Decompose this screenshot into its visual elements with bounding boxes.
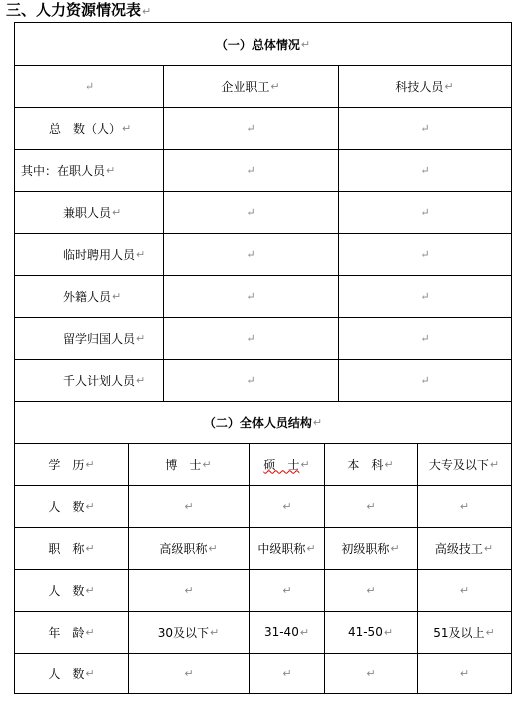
paragraph-mark: ↵ [282, 583, 292, 597]
paragraph-mark: ↵ [142, 5, 152, 18]
structure-cell [417, 611, 511, 653]
paragraph-mark: ↵ [383, 625, 394, 639]
structure-cell [417, 653, 511, 693]
structure-row-label [15, 569, 128, 611]
cell-text: 31-40 [263, 625, 299, 639]
cell-text: 其中：在职人员 [21, 163, 106, 178]
cell-text: 博 士 [165, 457, 202, 472]
paragraph-mark: ↵ [420, 205, 430, 219]
structure-cell [249, 653, 324, 693]
cell-text: 科技人员 [395, 79, 444, 94]
paragraph-mark: ↵ [184, 583, 194, 597]
cell-text: 企业职工 [221, 79, 270, 94]
cell-text: 人 数 [48, 499, 85, 514]
paragraph-mark: ↵ [85, 457, 95, 471]
value-cell [163, 149, 338, 191]
row-label [15, 233, 163, 275]
value-cell [163, 275, 338, 317]
structure-cell [324, 611, 417, 653]
section-heading [6, 0, 151, 20]
paragraph-mark: ↵ [300, 457, 310, 471]
paragraph-mark: ↵ [420, 289, 430, 303]
paragraph-mark: ↵ [459, 666, 470, 680]
structure-cell [417, 527, 511, 569]
structure-row-label [15, 611, 128, 653]
value-cell [338, 149, 511, 191]
paragraph-mark: ↵ [136, 331, 146, 345]
structure-cell [128, 485, 249, 527]
section-title-structure [15, 401, 511, 443]
header-empty-cell [15, 65, 163, 107]
paragraph-mark: ↵ [85, 583, 95, 597]
row-label [15, 359, 163, 401]
structure-cell [128, 653, 249, 693]
paragraph-mark: ↵ [246, 205, 256, 219]
paragraph-mark: ↵ [444, 79, 454, 93]
structure-cell [324, 653, 417, 693]
cell-text: 高级技工 [434, 541, 483, 556]
structure-cell [324, 569, 417, 611]
cell-text: 51及以上 [433, 625, 485, 640]
row-label [15, 191, 163, 233]
paragraph-mark: ↵ [282, 666, 292, 680]
value-cell [163, 191, 338, 233]
structure-cell [128, 569, 249, 611]
structure-cell [324, 443, 417, 485]
paragraph-mark: ↵ [112, 205, 122, 219]
paragraph-mark: ↵ [483, 541, 494, 555]
structure-row-label [15, 653, 128, 693]
paragraph-mark: ↵ [366, 666, 376, 680]
paragraph-mark: ↵ [246, 331, 256, 345]
paragraph-mark: ↵ [420, 121, 430, 135]
paragraph-mark: ↵ [136, 247, 146, 261]
structure-row-label [15, 485, 128, 527]
cell-text: 人 数 [48, 583, 85, 598]
structure-cell [417, 443, 511, 485]
cell-text: 硕 士 [263, 457, 300, 472]
cell-text: 千人计划人员 [63, 373, 136, 388]
paragraph-mark: ↵ [202, 457, 212, 471]
paragraph-mark: ↵ [112, 289, 122, 303]
paragraph-mark: ↵ [136, 373, 146, 387]
structure-cell [417, 485, 511, 527]
cell-text: 总 数（人） [49, 121, 122, 136]
value-cell [338, 317, 511, 359]
paragraph-mark: ↵ [366, 499, 376, 513]
value-cell [338, 359, 511, 401]
paragraph-mark: ↵ [246, 373, 256, 387]
paragraph-mark: ↵ [300, 37, 311, 51]
structure-cell [417, 569, 511, 611]
structure-cell [249, 569, 324, 611]
structure-cell [324, 485, 417, 527]
value-cell [163, 233, 338, 275]
cell-text: 41-50 [347, 625, 383, 639]
paragraph-mark: ↵ [210, 625, 220, 639]
paragraph-mark: ↵ [420, 163, 430, 177]
paragraph-mark: ↵ [246, 289, 256, 303]
paragraph-mark: ↵ [366, 583, 376, 597]
cell-text: 留学归国人员 [63, 331, 136, 346]
row-label [15, 149, 163, 191]
paragraph-mark: ↵ [459, 583, 470, 597]
paragraph-mark: ↵ [122, 121, 132, 135]
cell-text: 兼职人员 [63, 205, 112, 220]
value-cell [338, 191, 511, 233]
value-cell [163, 107, 338, 149]
structure-cell [249, 443, 324, 485]
cell-text: （二）全体人员结构 [203, 415, 312, 430]
paragraph-mark: ↵ [489, 457, 500, 471]
paragraph-mark: ↵ [246, 247, 256, 261]
paragraph-mark: ↵ [85, 499, 95, 513]
paragraph-mark: ↵ [485, 625, 495, 639]
structure-cell [324, 527, 417, 569]
paragraph-mark: ↵ [85, 625, 95, 639]
paragraph-mark: ↵ [246, 163, 256, 177]
paragraph-mark: ↵ [85, 666, 95, 680]
cell-text: 初级职称 [341, 541, 390, 556]
paragraph-mark: ↵ [208, 541, 218, 555]
hr-table [14, 22, 512, 694]
value-cell [163, 359, 338, 401]
structure-row-label [15, 443, 128, 485]
structure-cell [128, 611, 249, 653]
cell-text: 大专及以下 [428, 457, 489, 472]
cell-text: 30及以下 [157, 625, 210, 640]
value-cell [163, 317, 338, 359]
cell-text: 临时聘用人员 [63, 247, 136, 262]
value-cell [338, 107, 511, 149]
paragraph-mark: ↵ [282, 499, 292, 513]
value-cell [338, 233, 511, 275]
cell-text: 人 数 [48, 666, 85, 681]
heading-text: 三、人力资源情况表 [6, 1, 142, 19]
cell-text: 年 龄 [48, 625, 85, 640]
row-label [15, 275, 163, 317]
structure-cell [128, 527, 249, 569]
paragraph-mark: ↵ [420, 331, 430, 345]
section-title-overall [15, 23, 511, 65]
header-enterprise-staff [163, 65, 338, 107]
structure-cell [249, 527, 324, 569]
paragraph-mark: ↵ [312, 415, 323, 429]
paragraph-mark: ↵ [390, 541, 400, 555]
cell-text: 职 称 [48, 541, 85, 556]
cell-text: 中级职称 [257, 541, 306, 556]
structure-row-label [15, 527, 128, 569]
paragraph-mark: ↵ [106, 163, 116, 177]
paragraph-mark: ↵ [306, 541, 316, 555]
structure-cell [249, 611, 324, 653]
paragraph-mark: ↵ [184, 666, 194, 680]
row-label [15, 317, 163, 359]
row-label [15, 107, 163, 149]
cell-text: 高级职称 [159, 541, 208, 556]
paragraph-mark: ↵ [459, 499, 470, 513]
paragraph-mark: ↵ [85, 541, 95, 555]
paragraph-mark: ↵ [270, 79, 280, 93]
paragraph-mark: ↵ [246, 121, 256, 135]
header-tech-staff [338, 65, 511, 107]
structure-cell [249, 485, 324, 527]
cell-text: 学 历 [48, 457, 85, 472]
cell-text: 外籍人员 [63, 289, 112, 304]
paragraph-mark: ↵ [84, 79, 95, 93]
paragraph-mark: ↵ [184, 499, 194, 513]
paragraph-mark: ↵ [384, 457, 394, 471]
paragraph-mark: ↵ [420, 373, 430, 387]
paragraph-mark: ↵ [420, 247, 430, 261]
cell-text: 本 科 [347, 457, 384, 472]
structure-cell [128, 443, 249, 485]
cell-text: （一）总体情况 [215, 37, 300, 52]
value-cell [338, 275, 511, 317]
paragraph-mark: ↵ [299, 625, 310, 639]
